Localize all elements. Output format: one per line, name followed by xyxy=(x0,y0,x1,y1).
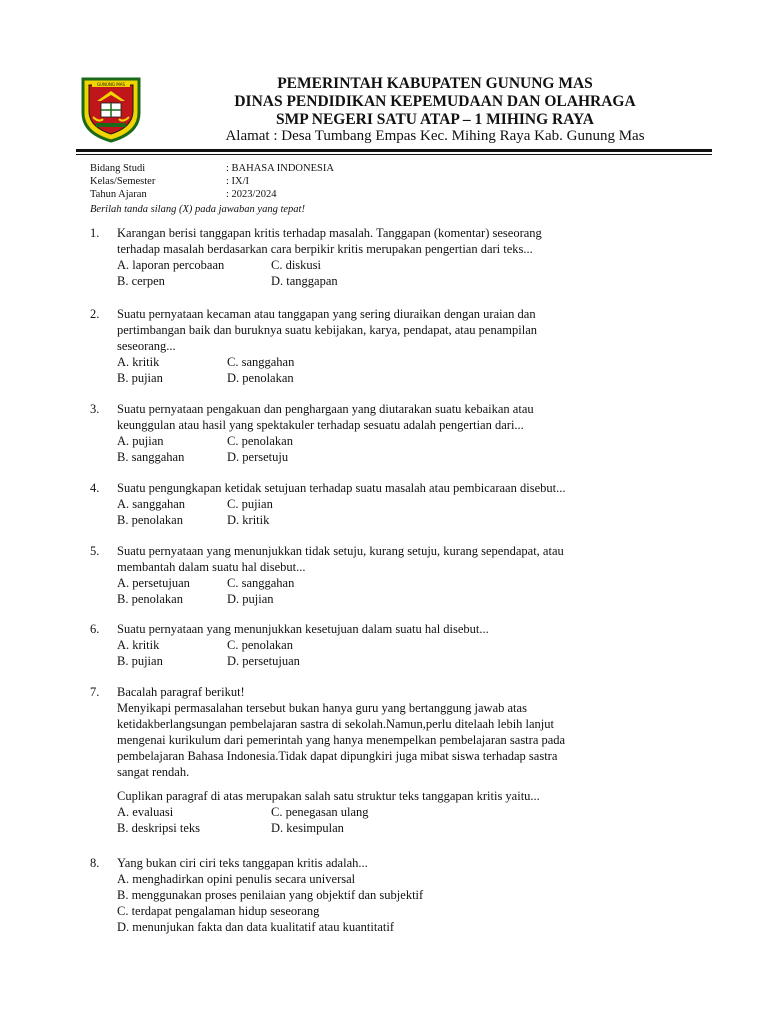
meta-value: : BAHASA INDONESIA xyxy=(226,163,334,174)
logo-text: GUNUNG MAS xyxy=(96,82,126,87)
question-text: Karangan berisi tanggapan kritis terhadap masalah. Tanggapan (komentar) seseorang xyxy=(117,226,542,240)
option-d[interactable]: D. penolakan xyxy=(227,371,294,385)
option-a[interactable]: A. pujian xyxy=(117,434,164,448)
option-d[interactable]: D. pujian xyxy=(227,592,274,606)
options xyxy=(117,637,657,669)
meta-value: : 2023/2024 xyxy=(226,189,277,200)
question-number: 4. xyxy=(90,481,100,495)
option-d[interactable]: D. menunjukan fakta dan data kualitatif atau kuantitatif xyxy=(117,920,394,934)
option-a[interactable]: A. sanggahan xyxy=(117,497,186,511)
option-a[interactable]: A. evaluasi xyxy=(117,805,174,819)
question-text: pertimbangan baik dan buruknya suatu kebijakan, karya, pendapat, atau penampilan xyxy=(117,323,537,337)
options xyxy=(117,575,657,607)
options xyxy=(117,354,657,386)
question-number: 1. xyxy=(90,226,100,240)
header-address: Alamat : Desa Tumbang Empas Kec. Mihing Raya Kab. Gunung Mas xyxy=(225,128,645,144)
option-d[interactable]: D. tanggapan xyxy=(271,274,338,288)
option-a[interactable]: A. laporan percobaan xyxy=(117,258,225,272)
question-number: 8. xyxy=(90,856,100,870)
option-c[interactable]: C. diskusi xyxy=(271,258,322,272)
option-b[interactable]: B. pujian xyxy=(117,371,163,385)
header-government: PEMERINTAH KABUPATEN GUNUNG MAS xyxy=(277,75,593,92)
option-c[interactable]: C. pujian xyxy=(227,497,273,511)
question-text: Suatu pernyataan pengakuan dan penghargaan yang diutarakan suatu kebaikan atau xyxy=(117,402,534,416)
header-rule-thin xyxy=(76,154,712,155)
options xyxy=(117,496,657,528)
option-c[interactable]: C. penolakan xyxy=(227,434,293,448)
passage-line: sangat rendah. xyxy=(117,765,190,779)
option-c[interactable]: C. penegasan ulang xyxy=(271,805,369,819)
option-a[interactable]: A. menghadirkan opini penulis secara universal xyxy=(117,872,356,886)
question-number: 5. xyxy=(90,544,100,558)
question-text: Cuplikan paragraf di atas merupakan salah satu struktur teks tanggapan kritis yaitu... xyxy=(117,789,540,803)
meta-label: Bidang Studi xyxy=(90,163,146,174)
option-b[interactable]: B. penolakan xyxy=(117,592,183,606)
question-text: seseorang... xyxy=(117,339,176,353)
option-d[interactable]: D. kesimpulan xyxy=(271,821,344,835)
question-text: Bacalah paragraf berikut! xyxy=(117,685,245,699)
passage-line: mengenai kurikulum dari pemerintah yang hanya menempelkan pembelajaran sastra pada xyxy=(117,733,566,747)
paragraph-gap xyxy=(117,780,657,788)
question-text: Suatu pernyataan yang menunjukkan tidak setuju, kurang setuju, kurang sependapat, atau xyxy=(117,544,564,558)
question-text: terhadap masalah berdasarkan cara berpikir kritis merupakan pengertian dari teks... xyxy=(117,242,533,256)
option-a[interactable]: A. persetujuan xyxy=(117,576,190,590)
question-number: 7. xyxy=(90,685,100,699)
instruction: Berilah tanda silang (X) pada jawaban yang tepat! xyxy=(90,204,305,215)
option-a[interactable]: A. kritik xyxy=(117,355,160,369)
question-number: 6. xyxy=(90,622,100,636)
option-c[interactable]: C. sanggahan xyxy=(227,355,295,369)
question-text: Suatu pernyataan yang menunjukkan kesetujuan dalam suatu hal disebut... xyxy=(117,622,489,636)
option-a[interactable]: A. kritik xyxy=(117,638,160,652)
option-d[interactable]: D. kritik xyxy=(227,513,270,527)
header-rule-thick xyxy=(76,149,712,152)
question-text: Yang bukan ciri ciri teks tanggapan kritis adalah... xyxy=(117,856,368,870)
option-b[interactable]: B. pujian xyxy=(117,654,163,668)
header-department: DINAS PENDIDIKAN KEPEMUDAAN DAN OLAHRAGA xyxy=(234,93,636,110)
passage-line: Menyikapi permasalahan tersebut bukan hanya guru yang bertanggung jawab atas xyxy=(117,701,527,715)
option-b[interactable]: B. menggunakan proses penilaian yang objektif dan subjektif xyxy=(117,888,424,902)
option-d[interactable]: D. persetujuan xyxy=(227,654,300,668)
options xyxy=(117,433,657,465)
question-text: Suatu pernyataan kecaman atau tanggapan yang sering diuraikan dengan uraian dan xyxy=(117,307,536,321)
passage-line: pembelajaran Bahasa Indonesia.Tidak dapat dipungkiri juga mibat siswa terhadap sastra xyxy=(117,749,558,763)
options xyxy=(117,804,657,836)
meta-label: Kelas/Semester xyxy=(90,176,156,187)
question-number: 3. xyxy=(90,402,100,416)
meta-label: Tahun Ajaran xyxy=(90,189,147,200)
option-b[interactable]: B. cerpen xyxy=(117,274,165,288)
question-text: membantah dalam suatu hal disebut... xyxy=(117,560,306,574)
question-text: keunggulan atau hasil yang spektakuler terhadap sesuatu adalah pengertian dari... xyxy=(117,418,524,432)
meta-value: : IX/I xyxy=(226,176,250,187)
option-c[interactable]: C. penolakan xyxy=(227,638,293,652)
option-b[interactable]: B. deskripsi teks xyxy=(117,821,200,835)
header-school: SMP NEGERI SATU ATAP – 1 MIHING RAYA xyxy=(276,111,594,128)
gunung-mas-emblem-icon xyxy=(79,73,143,143)
passage-line: ketidakberlangsungan pembelajaran sastra di sekolah.Namun,perlu ditelaah lebih lanjut xyxy=(117,717,555,731)
question-text: Suatu pengungkapan ketidak setujuan terhadap suatu masalah atau pembicaraan disebut... xyxy=(117,481,566,495)
options xyxy=(117,257,657,289)
question-number: 2. xyxy=(90,307,100,321)
option-b[interactable]: B. sanggahan xyxy=(117,450,185,464)
option-b[interactable]: B. penolakan xyxy=(117,513,183,527)
option-c[interactable]: C. sanggahan xyxy=(227,576,295,590)
option-d[interactable]: D. persetuju xyxy=(227,450,289,464)
option-c[interactable]: C. terdapat pengalaman hidup seseorang xyxy=(117,904,320,918)
